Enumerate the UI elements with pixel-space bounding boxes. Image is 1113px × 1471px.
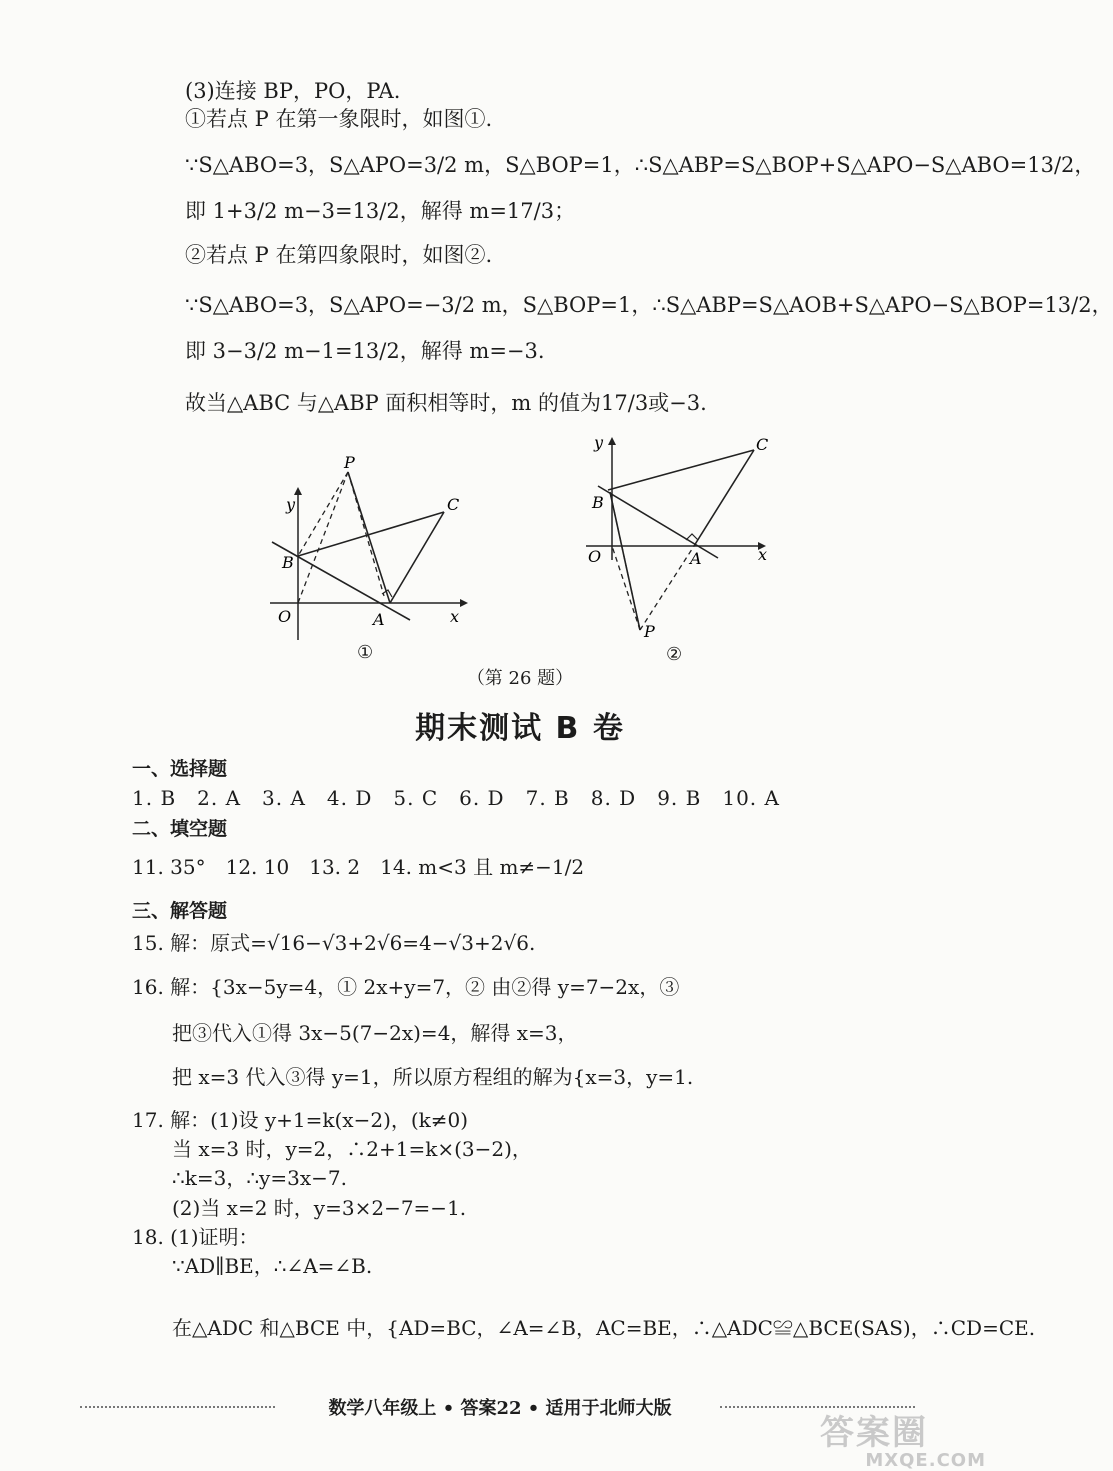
label-a: A (373, 610, 385, 629)
footer-text: 数学八年级上 • 答案22 • 适用于北师大版 (328, 1398, 672, 1419)
solution-line-1: (3)连接 BP，PO，PA. (185, 79, 401, 103)
solution-line-3: ∵S△ABO=3，S△APO=3/2 m，S△BOP=1，∴S△ABP=S△BOP+S△APO−S△ABO=13/2， (185, 153, 1096, 177)
section-heading-solutions: 三、解答题 (132, 900, 228, 922)
y-axis-arrow (608, 437, 616, 445)
figure-caption: （第 26 题） (466, 668, 574, 689)
solution-line-5: ②若点 P 在第四象限时，如图②. (185, 243, 493, 267)
dashed-po (298, 472, 348, 603)
q18-line-3: 在△ADC 和△BCE 中，{AD=BC，∠A=∠B，AC=BE，∴△ADC≌△BCE(SAS)，∴CD=CE. (172, 1316, 1036, 1340)
label-a: A (690, 549, 702, 568)
label-b: B (282, 553, 294, 572)
segment-pc (348, 472, 390, 603)
label-c: C (756, 435, 769, 454)
figure-2-label: ② (666, 644, 683, 665)
label-p: P (644, 622, 655, 641)
q18-line-1: 18. (1)证明： (132, 1225, 259, 1249)
label-o: O (278, 607, 292, 626)
q16-line-1: 16. 解：{3x−5y=4，① 2x+y=7，② 由②得 y=7−2x，③ (132, 975, 680, 999)
label-y: y (286, 495, 296, 514)
q17-line-4: (2)当 x=2 时，y=3×2−7=−1. (172, 1196, 467, 1220)
page-title: 期末测试 B 卷 (415, 711, 625, 746)
label-c: C (447, 495, 460, 514)
solution-line-6: ∵S△ABO=3，S△APO=−3/2 m，S△BOP=1，∴S△ABP=S△AOB+S△APO−S△BOP=13/2， (185, 293, 1113, 317)
q17-line-2: 当 x=3 时，y=2，∴2+1=k×(3−2)， (172, 1137, 532, 1161)
solution-line-2: ①若点 P 在第一象限时，如图①. (185, 107, 493, 131)
y-axis-arrow (294, 487, 302, 495)
solution-line-4: 即 1+3/2 m−3=13/2，解得 m=17/3； (185, 199, 576, 223)
figure-1-label: ① (357, 642, 374, 663)
q16-line-2: 把③代入①得 3x−5(7−2x)=4，解得 x=3， (172, 1021, 578, 1045)
q17-line-3: ∴k=3，∴y=3x−7. (172, 1166, 347, 1190)
label-y: y (594, 433, 604, 452)
fill-blank-answers: 11. 35° 12. 10 13. 2 14. m<3 且 m≠−1/2 (132, 855, 585, 879)
watermark-logo (820, 1405, 998, 1469)
label-p: P (344, 453, 355, 472)
watermark-text: 答案圈 (820, 1413, 928, 1453)
label-b: B (592, 493, 604, 512)
q16-line-3: 把 x=3 代入③得 y=1，所以原方程组的解为{x=3，y=1. (172, 1065, 694, 1089)
dashed-po (612, 546, 640, 630)
section-heading-multiple-choice: 一、选择题 (132, 758, 228, 780)
segment-bp (610, 492, 640, 630)
label-x: x (758, 545, 768, 564)
solution-line-7: 即 3−3/2 m−1=13/2，解得 m=−3. (185, 339, 545, 363)
solution-line-8: 故当△ABC 与△ABP 面积相等时，m 的值为17/3或−3. (185, 391, 707, 415)
section-heading-fill-blank: 二、填空题 (132, 818, 228, 840)
q17-line-1: 17. 解：(1)设 y+1=k(x−2)，(k≠0) (132, 1108, 469, 1132)
figure-2-diagram (578, 430, 778, 650)
page-footer (80, 1392, 920, 1422)
label-x: x (450, 607, 460, 626)
label-o: O (588, 547, 602, 566)
dashed-pa (640, 546, 694, 630)
watermark-url: MXQE.COM (865, 1450, 986, 1471)
multiple-choice-answers: 1. B 2. A 3. A 4. D 5. C 6. D 7. B 8. D 9. B 10. A (132, 786, 780, 810)
figure-1-diagram (260, 450, 480, 660)
q18-line-2: ∵AD∥BE，∴∠A=∠B. (172, 1254, 373, 1278)
footer-divider-left (80, 1406, 275, 1408)
x-axis-arrow (460, 599, 468, 607)
q15-answer: 15. 解：原式=√16−√3+2√6=4−√3+2√6. (132, 931, 536, 955)
